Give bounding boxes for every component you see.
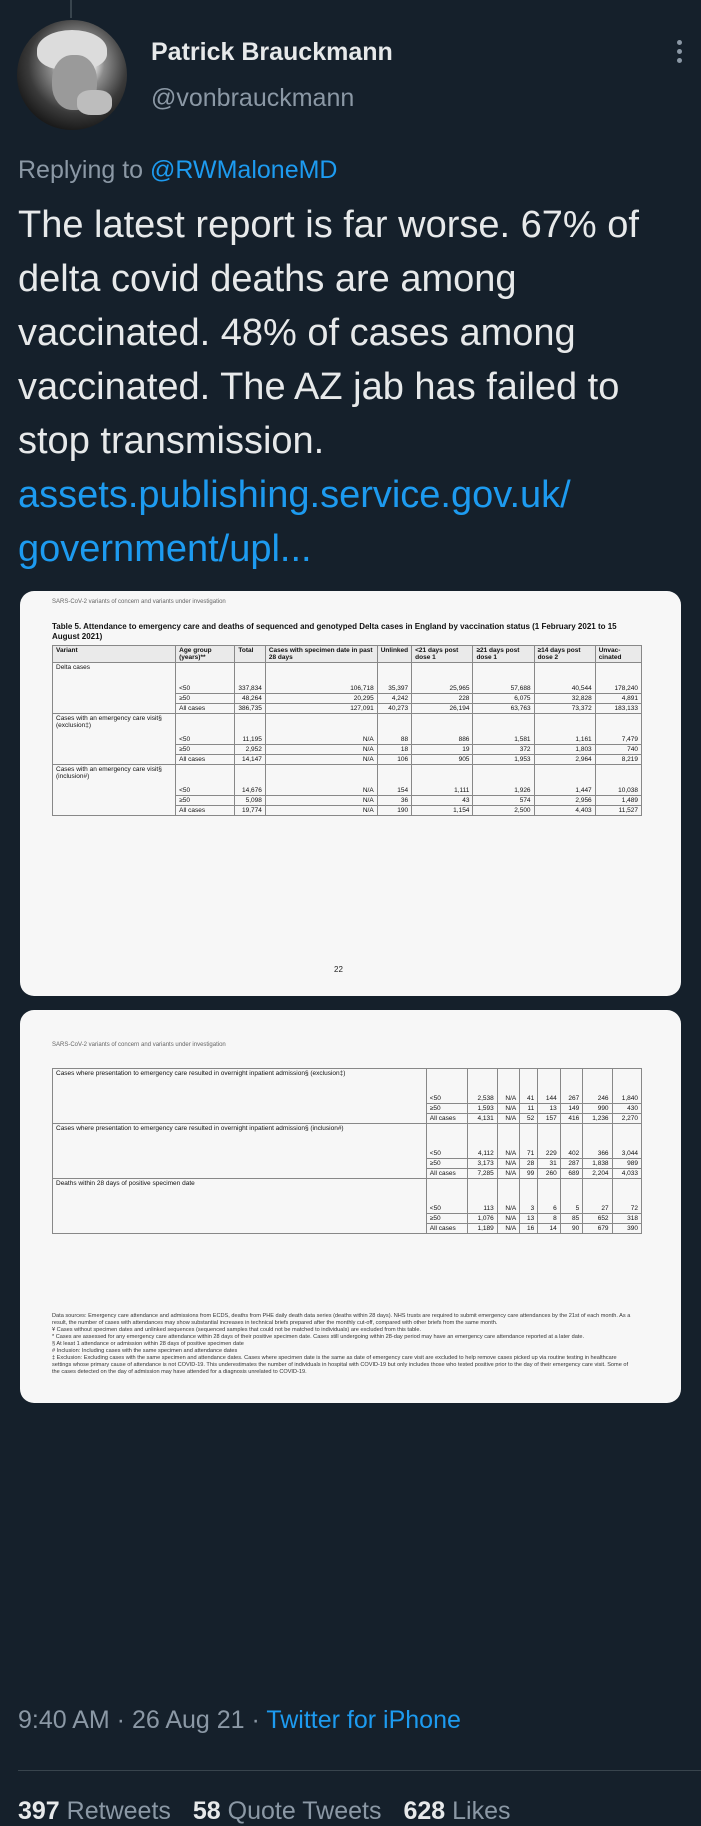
age-group-cell: ≥50 <box>176 796 235 806</box>
table-cell: 13 <box>520 1214 538 1224</box>
table-cell: 144 <box>538 1069 561 1104</box>
table-caption: Table 5. Attendance to emergency care and deaths of sequenced and genotyped Delta cases in England by vaccination status (1 February 2021 to 15 August 2021) <box>52 622 617 641</box>
column-header: Unlinked <box>377 646 411 663</box>
table-cell: N/A <box>497 1124 520 1159</box>
table-cell: 246 <box>583 1069 612 1104</box>
table-cell: 1,236 <box>583 1114 612 1124</box>
table-cell: 11 <box>520 1104 538 1114</box>
table-cell: 2,964 <box>534 755 595 765</box>
table-cell: 2,500 <box>473 806 534 816</box>
table-cell: 228 <box>412 694 473 704</box>
table-cell: 178,240 <box>595 663 641 694</box>
age-group-cell: <50 <box>426 1124 468 1159</box>
table-cell: N/A <box>497 1214 520 1224</box>
tweet-link[interactable]: assets.publishing.service.gov.uk/ government/upl... <box>18 474 571 570</box>
table-cell: 5,098 <box>235 796 266 806</box>
attached-image-table-page-1[interactable] <box>20 591 681 996</box>
table-cell: N/A <box>497 1114 520 1124</box>
table-cell: 63,763 <box>473 704 534 714</box>
table-cell: 2,952 <box>235 745 266 755</box>
table-cell: 85 <box>560 1214 583 1224</box>
age-group-cell: All cases <box>176 755 235 765</box>
row-group-label: Cases where presentation to emergency care resulted in overnight inpatient admission§ (inclusion#) <box>53 1124 427 1179</box>
table-cell: 7,479 <box>595 714 641 745</box>
footnote: ¥ Cases without specimen dates and unlinked sequences (sequenced samples that could not be matched to individuals) are excluded from this table. <box>52 1327 422 1333</box>
table-cell: 28 <box>520 1159 538 1169</box>
table-cell: 2,270 <box>612 1114 641 1124</box>
table-cell: 72 <box>612 1179 641 1214</box>
table-cell: 32,828 <box>534 694 595 704</box>
table-cell: 8,219 <box>595 755 641 765</box>
table-cell: 416 <box>560 1114 583 1124</box>
table-row <box>53 765 642 796</box>
column-header: Total <box>235 646 266 663</box>
table-cell: 390 <box>612 1224 641 1234</box>
table-cell: 19,774 <box>235 806 266 816</box>
tweet-time[interactable]: 9:40 AM <box>18 1706 110 1734</box>
tweet-source-link[interactable]: Twitter for iPhone <box>266 1706 461 1734</box>
likes-stat[interactable]: 628 Likes <box>403 1797 511 1825</box>
table-cell: 740 <box>595 745 641 755</box>
table-cell: 106 <box>377 755 411 765</box>
age-group-cell: All cases <box>426 1169 468 1179</box>
table-cell: 1,111 <box>412 765 473 796</box>
table-cell: 11,527 <box>595 806 641 816</box>
table-cell: N/A <box>265 765 377 796</box>
table-cell: 652 <box>583 1214 612 1224</box>
table-cell: 43 <box>412 796 473 806</box>
table-cell: 287 <box>560 1159 583 1169</box>
age-group-cell: <50 <box>176 663 235 694</box>
column-header: <21 days post dose 1 <box>412 646 473 663</box>
table-cell: 157 <box>538 1114 561 1124</box>
table-cell: 1,489 <box>595 796 641 806</box>
table-row <box>53 1124 642 1159</box>
table-cell: 26,194 <box>412 704 473 714</box>
quote-tweets-stat[interactable]: 58 Quote Tweets <box>192 1797 382 1825</box>
table-cell: 190 <box>377 806 411 816</box>
column-header: ≥14 days post dose 2 <box>534 646 595 663</box>
footnote: § At least 1 attendance or admission within 28 days of positive specimen date <box>52 1341 244 1347</box>
table-cell: 16 <box>520 1224 538 1234</box>
table-cell: 14 <box>538 1224 561 1234</box>
doc-header: SARS-CoV-2 variants of concern and variants under investigation <box>52 599 226 605</box>
table-cell: 52 <box>520 1114 538 1124</box>
table-cell: 1,154 <box>412 806 473 816</box>
table-cell: 1,076 <box>468 1214 497 1224</box>
age-group-cell: All cases <box>176 704 235 714</box>
table-cell: N/A <box>497 1069 520 1104</box>
author-name[interactable]: Patrick Brauckmann <box>151 38 393 66</box>
table-cell: N/A <box>497 1169 520 1179</box>
more-vertical-icon[interactable] <box>677 40 683 67</box>
page-number: 22 <box>334 965 343 974</box>
table-cell: 48,264 <box>235 694 266 704</box>
table-cell: 25,965 <box>412 663 473 694</box>
table-cell: 4,131 <box>468 1114 497 1124</box>
row-group-label: Cases with an emergency care visit§ (inclusion#) <box>53 765 176 816</box>
doc-header: SARS-CoV-2 variants of concern and variants under investigation <box>52 1042 226 1048</box>
age-group-cell: ≥50 <box>426 1159 468 1169</box>
table-cell: 10,038 <box>595 765 641 796</box>
table-cell: 127,091 <box>265 704 377 714</box>
row-group-label: Delta cases <box>53 663 176 714</box>
table-cell: 113 <box>468 1179 497 1214</box>
column-header: Cases with specimen date in past 28 days <box>265 646 377 663</box>
table-cell: 1,161 <box>534 714 595 745</box>
table-cell: 3,044 <box>612 1124 641 1159</box>
table-cell: 386,735 <box>235 704 266 714</box>
table-cell: N/A <box>265 806 377 816</box>
table-cell: 13 <box>538 1104 561 1114</box>
table-cell: N/A <box>497 1104 520 1114</box>
table-cell: 267 <box>560 1069 583 1104</box>
table-cell: 679 <box>583 1224 612 1234</box>
age-group-cell: ≥50 <box>176 745 235 755</box>
table-row <box>53 714 642 745</box>
table-footnotes <box>52 1313 632 1376</box>
table-cell: 990 <box>583 1104 612 1114</box>
footnote: Data sources: Emergency care attendance and admissions from ECDS, deaths from PHE daily death data series (deaths within 28 days). NHS trusts are required to submit emergency care attendances by the 21st of each month. As a result, the number of cases with attendances may show substantial increases in technical briefs prepared after the monthly cut-off, compared with other briefs from the same month. <box>52 1313 631 1326</box>
replying-to: Replying to @RWMaloneMD <box>18 156 338 184</box>
table-cell: N/A <box>497 1159 520 1169</box>
table-cell: 71 <box>520 1124 538 1159</box>
table-cell: 4,033 <box>612 1169 641 1179</box>
table-cell: 41 <box>520 1069 538 1104</box>
table-cell: 4,891 <box>595 694 641 704</box>
table-cell: 366 <box>583 1124 612 1159</box>
age-group-cell: All cases <box>426 1224 468 1234</box>
table-cell: 402 <box>560 1124 583 1159</box>
age-group-cell: <50 <box>426 1179 468 1214</box>
table-cell: 154 <box>377 765 411 796</box>
table-cell: 11,195 <box>235 714 266 745</box>
table-cell: 4,242 <box>377 694 411 704</box>
table-cell: 31 <box>538 1159 561 1169</box>
table-header-row <box>53 646 642 663</box>
retweets-stat[interactable]: 397 Retweets <box>18 1797 171 1825</box>
thread-connector-line <box>70 0 72 18</box>
table-cell: 19 <box>412 745 473 755</box>
table-cell: 905 <box>412 755 473 765</box>
table-cell: 90 <box>560 1224 583 1234</box>
table-cell: 1,189 <box>468 1224 497 1234</box>
tweet-meta: 9:40 AM · 26 Aug 21 · Twitter for iPhone <box>18 1706 461 1734</box>
data-table <box>52 1068 642 1234</box>
table-row <box>53 663 642 694</box>
tweet-text: The latest report is far worse. 67% of delta covid deaths are among vaccinated. 48% of cases among vaccinated. The AZ jab has failed to stop transmission. assets.publishing.service.gov.uk/ government/upl... <box>18 198 688 576</box>
avatar[interactable] <box>17 20 127 130</box>
table-row <box>53 1069 642 1104</box>
table-cell: 1,840 <box>612 1069 641 1104</box>
table-cell: 318 <box>612 1214 641 1224</box>
column-header: Unvac-cinated <box>595 646 641 663</box>
column-header: ≥21 days post dose 1 <box>473 646 534 663</box>
table-cell: 337,834 <box>235 663 266 694</box>
table-row <box>53 1179 642 1214</box>
table-cell: 2,956 <box>534 796 595 806</box>
column-header: Age group (years)** <box>176 646 235 663</box>
table-cell: 689 <box>560 1169 583 1179</box>
table-cell: 1,593 <box>468 1104 497 1114</box>
table-cell: 36 <box>377 796 411 806</box>
table-cell: 1,803 <box>534 745 595 755</box>
age-group-cell: ≥50 <box>426 1104 468 1114</box>
table-cell: 7,285 <box>468 1169 497 1179</box>
age-group-cell: ≥50 <box>176 694 235 704</box>
table-cell: 73,372 <box>534 704 595 714</box>
row-group-label: Deaths within 28 days of positive specimen date <box>53 1179 427 1234</box>
table-cell: 88 <box>377 714 411 745</box>
table-cell: 8 <box>538 1214 561 1224</box>
table-cell: 14,676 <box>235 765 266 796</box>
age-group-cell: <50 <box>426 1069 468 1104</box>
table-cell: 99 <box>520 1169 538 1179</box>
table-cell: N/A <box>265 755 377 765</box>
table-cell: 260 <box>538 1169 561 1179</box>
age-group-cell: All cases <box>426 1114 468 1124</box>
table-cell: 6 <box>538 1179 561 1214</box>
table-cell: 20,295 <box>265 694 377 704</box>
table-cell: N/A <box>497 1179 520 1214</box>
table-cell: 1,838 <box>583 1159 612 1169</box>
age-group-cell: <50 <box>176 765 235 796</box>
table-cell: 1,447 <box>534 765 595 796</box>
table-cell: 149 <box>560 1104 583 1114</box>
row-group-label: Cases where presentation to emergency care resulted in overnight inpatient admission§ (exclusion‡) <box>53 1069 427 1124</box>
table-cell: 1,926 <box>473 765 534 796</box>
row-group-label: Cases with an emergency care visit§ (exclusion‡) <box>53 714 176 765</box>
author-handle[interactable]: @vonbrauckmann <box>151 84 355 112</box>
table-cell: 14,147 <box>235 755 266 765</box>
table-cell: 4,403 <box>534 806 595 816</box>
data-table <box>52 645 642 816</box>
table-cell: 57,688 <box>473 663 534 694</box>
table-cell: 35,397 <box>377 663 411 694</box>
table-cell: 18 <box>377 745 411 755</box>
table-cell: 5 <box>560 1179 583 1214</box>
table-cell: 1,953 <box>473 755 534 765</box>
table-cell: 372 <box>473 745 534 755</box>
table-cell: 40,273 <box>377 704 411 714</box>
table-cell: 6,075 <box>473 694 534 704</box>
footnote: # Inclusion: Including cases with the same specimen and attendance dates <box>52 1348 238 1354</box>
table-cell: 4,112 <box>468 1124 497 1159</box>
table-cell: 574 <box>473 796 534 806</box>
table-cell: N/A <box>265 745 377 755</box>
table-cell: N/A <box>265 796 377 806</box>
table-cell: N/A <box>497 1224 520 1234</box>
table-cell: 2,204 <box>583 1169 612 1179</box>
age-group-cell: <50 <box>176 714 235 745</box>
column-header: Variant <box>53 646 176 663</box>
table-cell: 27 <box>583 1179 612 1214</box>
table-cell: 2,538 <box>468 1069 497 1104</box>
table-cell: 3 <box>520 1179 538 1214</box>
table-cell: 886 <box>412 714 473 745</box>
age-group-cell: ≥50 <box>426 1214 468 1224</box>
table-cell: 183,133 <box>595 704 641 714</box>
table-cell: 106,718 <box>265 663 377 694</box>
tweet-date[interactable]: 26 Aug 21 <box>131 1706 245 1734</box>
table-cell: 1,581 <box>473 714 534 745</box>
table-cell: 430 <box>612 1104 641 1114</box>
attached-image-table-page-2[interactable] <box>20 1010 681 1403</box>
footnote: ‡ Exclusion: Excluding cases with the same specimen and attendance dates. Cases where specimen date is the same as date of emergency care visit are excluded to help remove cases picked up via routine testing in healthcare settings whose primary cause of attendance is not COVID-19. This underestimates the number of individuals in hospital with COVID-19 but only includes those who tested positive prior to the day of their emergency care visit. Some of the cases detected on the day of admission may have attended for a diagnosis unrelated to COVID-19. <box>52 1355 629 1375</box>
engagement-stats <box>18 1797 511 1826</box>
divider <box>18 1770 701 1771</box>
footnote: * Cases are assessed for any emergency care attendance within 28 days of their positive specimen date. Cases still undergoing within 28-day period may have an emergency care attendance reported at a later date. <box>52 1334 585 1340</box>
table-cell: 3,173 <box>468 1159 497 1169</box>
reply-mention-link[interactable]: @RWMaloneMD <box>150 156 338 184</box>
table-cell: N/A <box>265 714 377 745</box>
table-cell: 40,544 <box>534 663 595 694</box>
table-cell: 989 <box>612 1159 641 1169</box>
table-cell: 229 <box>538 1124 561 1159</box>
age-group-cell: All cases <box>176 806 235 816</box>
